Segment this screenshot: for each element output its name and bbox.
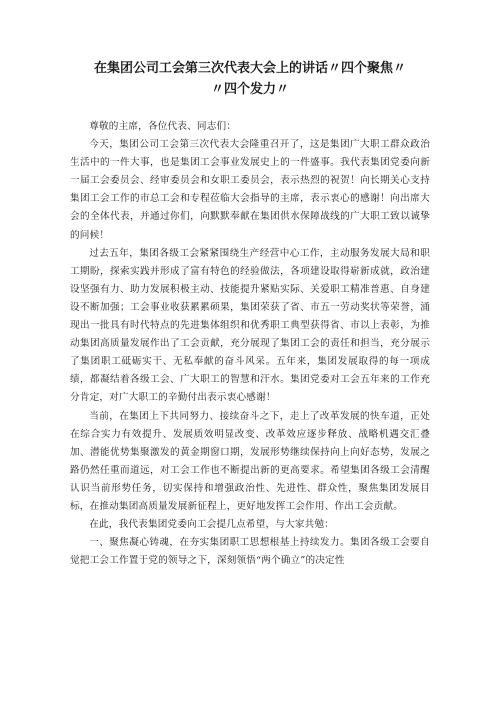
- document-title-line-1: 在集团公司工会第三次代表大会上的讲话〃四个聚焦〃: [93, 61, 406, 76]
- body-paragraph: 过去五年，集团各级工会紧紧围绕生产经营中心工作，主动服务发展大局和职工期盼，探索实践并形成了富有特色的经验做法，各项建设取得崭新成就，政治建设坚强有力、助力发展积极主动、技能提升紧贴实际、关爱职工精准普惠、自身建设不断加强；工会事业收获累累硕果，集团荣获了省、市五一劳动奖状等荣誉，涌现出一批具有时代特点的先进集体组织和优秀职工典型获得省、市以上表彰，为推动集团高质量发展作出了工会贡献，充分展现了集团工会的责任和担当，充分展示了集团职工砥砺实干、无私奉献的奋斗风采。五年来，集团发展取得的每一项成绩，都凝结着各级工会、广大职工的智慧和汗水。集团党委对工会五年来的工作充分肯定，对广大职工的辛勤付出表示衷心感谢！: [70, 247, 430, 404]
- document-title-line-2: 〃四个发力〃: [210, 82, 289, 97]
- body-paragraph: 一、聚焦凝心铸魂，在夯实集团职工思想根基上持续发力。集团各级工会要自觉把工会工作置于党的领导之下，深刻领悟“两个确立”的决定性: [70, 537, 430, 567]
- body-paragraph: 今天，集团公司工会第三次代表大会隆重召开了，这是集团广大职工群众政治生活中的一件大事，也是集团工会事业发展史上的一件盛事。我代表集团党委向新一届工会委员会、经审委员会和女职工委员会，表示热烈的祝贺！向长期关心支持集团工会工作的市总工会和专程莅临大会指导的主席，表示衷心的感谢！向出席大会的全体代表，并通过你们，向默默奉献在集团供水保障战线的广大职工致以诚挚的问候！: [70, 139, 430, 241]
- body-paragraph: 在此，我代表集团党委向工会提几点希望，与大家共勉：: [89, 519, 335, 531]
- salutation-paragraph: 尊敬的主席，各位代表、同志们：: [89, 121, 237, 132]
- body-paragraph: 当前，在集团上下共同努力、接续奋斗之下，走上了改革发展的快车道，正处在综合实力有效提升、发展质效明显改变、改革效应逐步释放、战略机遇交汇叠加、潜能优势集聚激发的黄金期窗口期，发展形势继续保持向上向好态势，发展之路仍然任重而道远，对工会工作也不断提出新的更高要求。希望集团各级工会清醒认识当前形势任务，切实保持和增强政治性、先进性、群众性，聚焦集团发展目标，在推动集团高质量发展新征程上，更好地发挥工会作用、作出工会贡献。: [70, 410, 430, 512]
